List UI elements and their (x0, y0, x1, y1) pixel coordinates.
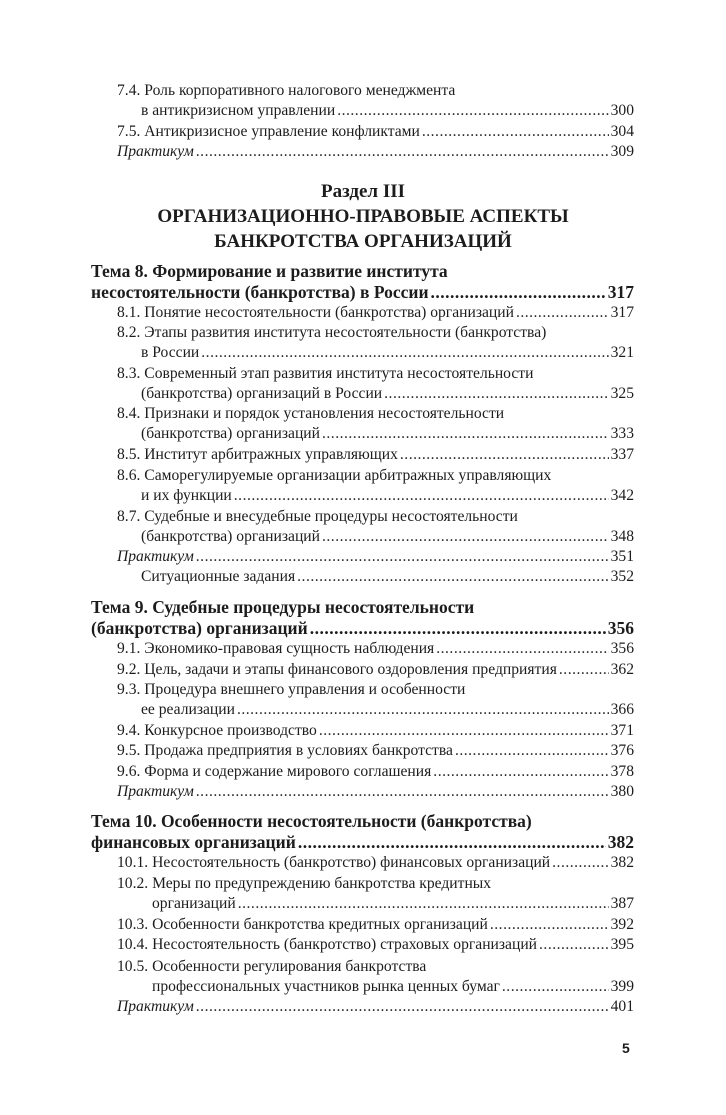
toc-entry-title: и их функции (141, 487, 232, 504)
toc-entry-10-2-line1: 10.2. Меры по предупреждению банкротства кредитных (117, 875, 492, 892)
toc-page-number: 317 (610, 304, 634, 321)
toc-page-number: 321 (610, 344, 634, 361)
toc-entry-10-5-line1: 10.5. Особенности регулирования банкротства (117, 958, 427, 975)
toc-entry-9-5[interactable] (117, 741, 634, 761)
leader-dots (237, 700, 609, 720)
toc-entry-title: 9.2. Цель, задачи и этапы финансового оздоровления предприятия (117, 661, 557, 678)
page-number: 5 (622, 1040, 630, 1056)
toc-page-number: 376 (610, 742, 634, 759)
toc-entry-practicum-9[interactable] (117, 782, 634, 802)
toc-entry-title: в России (141, 344, 200, 361)
toc-page-number: 351 (610, 548, 634, 565)
toc-entry-practicum-8[interactable] (117, 547, 634, 567)
toc-page-number: 333 (610, 425, 634, 442)
leader-dots (196, 142, 609, 162)
section-subtitle-line1: ОРГАНИЗАЦИОННО-ПРАВОВЫЕ АСПЕКТЫ (157, 206, 569, 227)
leader-dots (384, 384, 608, 404)
toc-entry-10-5[interactable] (152, 977, 634, 997)
toc-entry-title: ее реализации (141, 701, 235, 718)
toc-page-number: 399 (610, 978, 634, 995)
tema-8-heading-line1: Тема 8. Формирование и развитие института (91, 261, 448, 281)
toc-entry-title: Практикум (117, 998, 194, 1015)
tema-9-heading-line1: Тема 9. Судебные процедуры несостоятельности (91, 597, 475, 617)
toc-entry-8-6-line1: 8.6. Саморегулируемые организации арбитражных управляющих (117, 467, 552, 484)
toc-entry-10-1[interactable] (117, 853, 634, 873)
leader-dots (310, 617, 606, 639)
leader-dots (337, 101, 608, 121)
toc-entry-8-2[interactable] (141, 343, 634, 363)
leader-dots (234, 486, 609, 506)
toc-entry-8-4-line1: 8.4. Признаки и порядок установления несостоятельности (117, 405, 505, 422)
leader-dots (539, 935, 609, 955)
toc-entry-10-3[interactable] (117, 915, 634, 935)
toc-page-number: 387 (610, 895, 634, 912)
toc-page-number: 366 (610, 701, 634, 718)
toc-entry-title: 9.6. Форма и содержание мирового соглашения (117, 763, 432, 780)
tema-9-heading[interactable] (91, 617, 634, 639)
toc-page-number: 371 (610, 722, 634, 739)
toc-entry-title: (банкротства) организаций в России (141, 385, 383, 402)
toc-page-number: 401 (610, 998, 634, 1015)
tema-8-heading[interactable] (91, 281, 634, 303)
toc-page-number: 382 (610, 854, 634, 871)
toc-page-number: 342 (610, 487, 634, 504)
tema-title: несостоятельности (банкротства) в России (91, 282, 429, 302)
toc-entry-8-2-line1: 8.2. Этапы развития института несостоятельности (банкротства) (117, 324, 547, 341)
toc-entry-title: Практикум (117, 783, 194, 800)
toc-entry-9-3[interactable] (141, 700, 634, 720)
tema-10-heading[interactable] (91, 831, 634, 853)
toc-page-number: 300 (610, 102, 634, 119)
toc-entry-practicum-7[interactable] (117, 142, 634, 162)
leader-dots (552, 853, 608, 873)
leader-dots (431, 281, 606, 303)
toc-entry-title: 9.4. Конкурсное производство (117, 722, 317, 739)
toc-page-number: 309 (610, 143, 634, 160)
leader-dots (433, 762, 608, 782)
toc-page-number: 325 (610, 385, 634, 402)
toc-entry-8-5[interactable] (117, 445, 634, 465)
tema-10-heading-line1: Тема 10. Особенности несостоятельности (банкротства) (91, 811, 532, 831)
leader-dots (196, 782, 609, 802)
section-title: Раздел III (320, 181, 406, 202)
toc-entry-title: 9.1. Экономико-правовая сущность наблюдения (117, 640, 435, 657)
leader-dots (422, 122, 609, 142)
toc-page-number: 362 (610, 661, 634, 678)
toc-entry-title: организаций (152, 895, 236, 912)
leader-dots (238, 894, 609, 914)
toc-entry-title: 9.5. Продажа предприятия в условиях банкротства (117, 742, 453, 759)
leader-dots (322, 424, 609, 444)
toc-page-number: 356 (610, 640, 634, 657)
toc-page-number: 317 (607, 282, 634, 302)
toc-entry-9-2[interactable] (117, 660, 634, 680)
toc-page-number: 378 (610, 763, 634, 780)
toc-entry-9-4[interactable] (117, 721, 634, 741)
leader-dots (502, 977, 609, 997)
section-subtitle-line2: БАНКРОТСТВА ОРГАНИЗАЦИЙ (214, 231, 512, 252)
toc-page-number: 352 (610, 568, 634, 585)
toc-page-number: 304 (610, 123, 634, 140)
leader-dots (322, 527, 609, 547)
toc-entry-title: 8.5. Институт арбитражных управляющих (117, 446, 398, 463)
leader-dots (196, 997, 609, 1017)
toc-page-number: 337 (610, 446, 634, 463)
toc-entry-situational-tasks[interactable] (141, 567, 634, 587)
leader-dots (201, 343, 608, 363)
toc-entry-title: 7.5. Антикризисное управление конфликтами (117, 123, 420, 140)
leader-dots (559, 660, 609, 680)
toc-entry-practicum-10[interactable] (117, 997, 634, 1017)
toc-entry-title: Практикум (117, 548, 194, 565)
toc-page-number: 395 (610, 936, 634, 953)
leader-dots (436, 639, 608, 659)
leader-dots (297, 567, 608, 587)
tema-title: финансовых организаций (91, 832, 296, 852)
toc-entry-8-4[interactable] (141, 424, 634, 444)
toc-entry-9-3-line1: 9.3. Процедура внешнего управления и особенности (117, 681, 466, 698)
toc-entry-8-3-line1: 8.3. Современный этап развития института несостоятельности (117, 365, 534, 382)
toc-entry-title: 10.3. Особенности банкротства кредитных организаций (117, 916, 488, 933)
toc-entry-8-7-line1: 8.7. Судебные и внесудебные процедуры несостоятельности (117, 508, 518, 525)
toc-entry-title: (банкротства) организаций (141, 528, 320, 545)
toc-entry-10-2[interactable] (152, 894, 634, 914)
toc-entry-10-4[interactable] (117, 935, 634, 955)
toc-page-number: 392 (610, 916, 634, 933)
toc-page-number: 382 (607, 832, 634, 852)
toc-entry-title: Ситуационные задания (141, 568, 296, 585)
toc-entry-8-1[interactable] (117, 303, 634, 323)
toc-entry-8-3[interactable] (141, 384, 634, 404)
leader-dots (490, 915, 609, 935)
toc-entry-title: 10.4. Несостоятельность (банкротство) страховых организаций (117, 936, 538, 953)
toc-page-number: 356 (607, 618, 634, 638)
leader-dots (400, 445, 609, 465)
toc-entry-title: Практикум (117, 143, 194, 160)
leader-dots (196, 547, 609, 567)
leader-dots (319, 721, 609, 741)
toc-entry-7-4-line1: 7.4. Роль корпоративного налогового менеджмента (117, 82, 456, 99)
toc-entry-title: в антикризисном управлении (141, 102, 336, 119)
toc-entry-7-5[interactable] (117, 122, 634, 142)
leader-dots (298, 831, 606, 853)
leader-dots (516, 303, 609, 323)
toc-page-number: 380 (610, 783, 634, 800)
toc-page-number: 348 (610, 528, 634, 545)
toc-entry-title: профессиональных участников рынка ценных бумаг (152, 978, 500, 995)
toc-entry-title: 8.1. Понятие несостоятельности (банкротства) организаций (117, 304, 514, 321)
leader-dots (455, 741, 609, 761)
toc-entry-title: (банкротства) организаций (141, 425, 320, 442)
toc-entry-8-7[interactable] (141, 527, 634, 547)
toc-entry-title: 10.1. Несостоятельность (банкротство) финансовых организаций (117, 854, 551, 871)
toc-entry-7-4[interactable] (141, 101, 634, 121)
tema-title: (банкротства) организаций (91, 618, 308, 638)
toc-entry-8-6[interactable] (141, 486, 634, 506)
toc-entry-9-6[interactable] (117, 762, 634, 782)
toc-entry-9-1[interactable] (117, 639, 634, 659)
